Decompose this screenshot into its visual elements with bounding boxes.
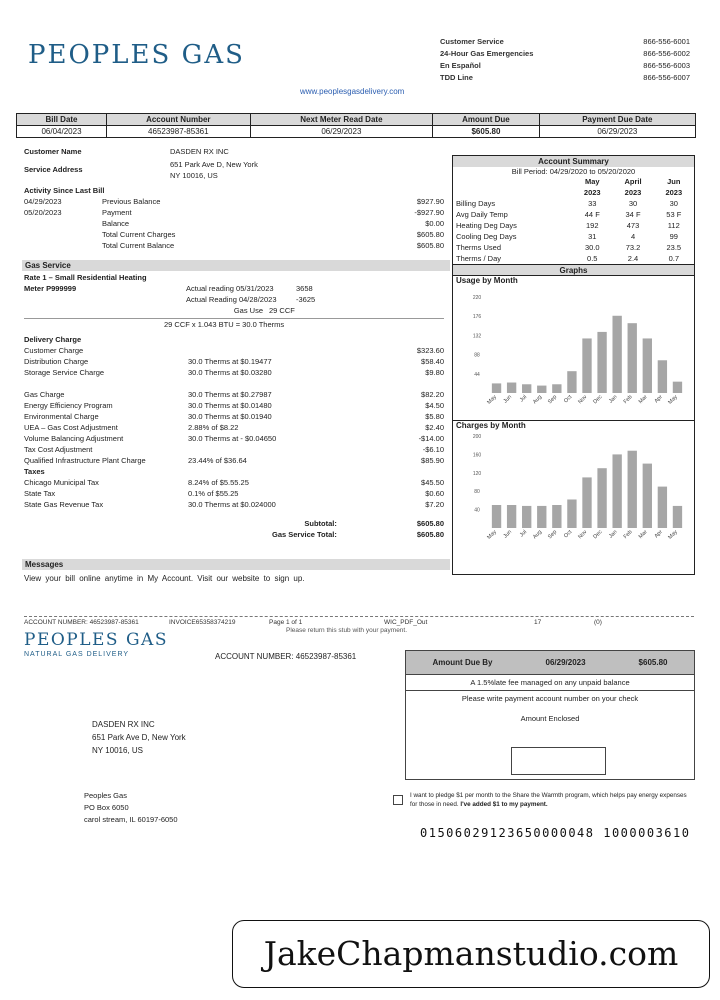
- x-tick-label: Jul: [518, 394, 529, 404]
- customer-name-label: Customer Name: [24, 147, 82, 156]
- write-account-note: Please write payment account number on your check: [461, 694, 639, 703]
- column-header: Next Meter Read Date: [250, 114, 433, 126]
- pledge-checkbox[interactable]: [393, 795, 403, 805]
- charge-desc: Distribution Charge: [24, 357, 89, 366]
- charge-amount: $9.80: [425, 368, 444, 377]
- mailing-name: DASDEN RX INC: [92, 720, 155, 729]
- tax-amount: $45.50: [421, 478, 444, 487]
- x-tick-label: Feb: [622, 394, 634, 406]
- y-tick-label: 160: [472, 452, 482, 459]
- reading-value: 3658: [296, 284, 313, 293]
- summary-value: 192: [586, 221, 599, 230]
- stub-zero: (0): [594, 619, 602, 626]
- bar: [492, 505, 501, 528]
- x-tick-label: Sep: [547, 394, 559, 406]
- charge-amount: $58.40: [421, 357, 444, 366]
- bar: [522, 384, 531, 393]
- bar: [597, 332, 606, 393]
- reading-label: Actual reading 05/31/2023: [186, 284, 274, 293]
- y-tick-label: 220: [472, 295, 482, 301]
- charge-amount: $82.20: [421, 390, 444, 399]
- activity-date: [24, 229, 102, 240]
- bar: [643, 464, 652, 528]
- contact-label: En Español: [440, 61, 481, 70]
- charge-amount: $85.90: [421, 456, 444, 465]
- charge-desc: UEA – Gas Cost Adjustment: [24, 423, 118, 432]
- therms-conversion: 29 CCF x 1.043 BTU = 30.0 Therms: [164, 320, 285, 329]
- bar: [658, 360, 667, 393]
- charge-calc: 23.44% of $36.64: [188, 456, 247, 465]
- stub-logo-subtitle: NATURAL GAS DELIVERY: [24, 651, 130, 658]
- messages-text: View your bill online anytime in My Account. Visit our website to sign up.: [24, 574, 305, 583]
- tax-calc: 0.1% of $55.25: [188, 489, 239, 498]
- bar: [507, 505, 516, 528]
- account-number: 46523987-85361: [107, 126, 251, 138]
- remit-address: [84, 790, 178, 826]
- bill-header-table: [16, 113, 696, 138]
- delivery-charge-title: Delivery Charge: [24, 335, 82, 344]
- year-header: 2023: [583, 188, 601, 197]
- tax-amount: $0.60: [425, 489, 444, 498]
- activity-section: [24, 185, 444, 251]
- usage-by-month-chart: [453, 285, 694, 418]
- amount-due-by-label: Amount Due By: [432, 658, 493, 667]
- tax-desc: Chicago Municipal Tax: [24, 478, 99, 487]
- charge-amount: $4.50: [425, 401, 444, 410]
- bar: [673, 506, 682, 528]
- bar: [612, 316, 621, 393]
- activity-desc: Balance: [102, 219, 130, 228]
- stub-amount-due: $605.80: [638, 658, 668, 667]
- tax-calc: 30.0 Therms at $0.024000: [188, 500, 276, 509]
- chart-title: Usage by Month: [456, 276, 518, 285]
- service-address-line1: 651 Park Ave D, New York: [170, 160, 258, 169]
- bar: [612, 454, 621, 528]
- charge-desc: Customer Charge: [24, 346, 84, 355]
- summary-value: 30: [669, 199, 678, 208]
- y-tick-label: 132: [472, 333, 482, 340]
- gas-service-total-label: Gas Service Total:: [271, 530, 337, 539]
- remit-address-line1: PO Box 6050: [84, 803, 129, 812]
- summary-label: Heating Deg Days: [456, 221, 517, 230]
- x-tick-label: Aug: [532, 529, 544, 541]
- payment-stub-box: [405, 650, 695, 780]
- bar: [552, 384, 561, 393]
- gas-service-title: Gas Service: [22, 260, 450, 271]
- return-note: Please return this stub with your payment.: [286, 627, 408, 634]
- charge-calc: [188, 345, 417, 356]
- charge-desc: Volume Balancing Adjustment: [24, 434, 124, 443]
- bar: [597, 468, 606, 528]
- tax-amount: $7.20: [425, 500, 444, 509]
- month-header: April: [624, 177, 642, 186]
- x-tick-label: Jun: [502, 394, 514, 405]
- column-header: Payment Due Date: [539, 114, 695, 126]
- bar: [628, 451, 637, 528]
- bar: [628, 323, 637, 393]
- month-header: Jun: [667, 177, 681, 186]
- activity-date: [24, 218, 102, 229]
- mailing-address-line2: NY 10016, US: [92, 746, 143, 755]
- stub-num: 17: [534, 619, 542, 626]
- charge-desc: Qualified Infrastructure Plant Charge: [24, 456, 146, 465]
- summary-value: 2.4: [627, 254, 639, 263]
- x-tick-label: Apr: [653, 394, 664, 405]
- next-meter-read-date: 06/29/2023: [250, 126, 433, 138]
- year-header: 2023: [665, 188, 683, 197]
- charge-amount: -$14.00: [418, 434, 444, 443]
- subtotal-value: $605.80: [416, 519, 444, 528]
- charge-desc: Gas Charge: [24, 390, 65, 399]
- x-tick-label: Dec: [592, 394, 604, 406]
- charge-amount: $5.80: [425, 412, 444, 421]
- gas-use-label: Gas Use: [233, 306, 263, 315]
- amount-due: $605.80: [433, 126, 540, 138]
- summary-label: Billing Days: [456, 199, 496, 208]
- summary-value: 33: [588, 199, 597, 208]
- tax-calc: 8.24% of $5.55.25: [188, 478, 249, 487]
- bar: [567, 371, 576, 393]
- account-summary-table: [453, 176, 694, 264]
- x-tick-label: Jan: [608, 394, 619, 405]
- stub-top-line: [24, 616, 694, 626]
- payment-barcode-number: 01506029123650000048 1000003610: [420, 826, 691, 840]
- x-tick-label: Jun: [502, 529, 514, 540]
- bar: [567, 499, 576, 528]
- contact-value: 866-556-6002: [643, 49, 690, 58]
- activity-amount: -$927.90: [414, 208, 444, 217]
- bar: [522, 506, 531, 528]
- subtotal-label: Subtotal:: [304, 519, 337, 528]
- activity-date: 04/29/2023: [24, 197, 62, 206]
- activity-amount: $605.80: [416, 230, 444, 239]
- x-tick-label: Sep: [547, 529, 559, 541]
- stub-page: Page 1 of 1: [269, 619, 303, 626]
- pledge-description: I want to pledge $1 per month to the Share the Warmth program, which helps pay energy expenses for those in need.: [410, 792, 687, 808]
- activity-amount: $927.90: [416, 197, 444, 206]
- summary-label: Therms / Day: [456, 254, 502, 263]
- charges-by-month-chart: [453, 430, 694, 550]
- remit-address-line2: carol stream, IL 60197-6050: [84, 815, 178, 824]
- bar: [582, 338, 591, 393]
- messages-title: Messages: [22, 559, 450, 570]
- payment-due-date: 06/29/2023: [539, 126, 695, 138]
- y-tick-label: 40: [474, 507, 480, 514]
- account-summary-title: Account Summary: [453, 156, 694, 167]
- charge-calc: 30.0 Therms at $0.19477: [188, 357, 272, 366]
- contact-list: [440, 36, 690, 84]
- x-tick-label: May: [667, 394, 679, 406]
- bar: [507, 383, 516, 393]
- y-tick-label: 80: [474, 489, 480, 496]
- tax-desc: State Gas Revenue Tax: [24, 500, 104, 509]
- mailing-address-line1: 651 Park Ave D, New York: [92, 733, 186, 742]
- bar: [552, 505, 561, 528]
- pledge-text: [410, 791, 692, 809]
- website-link[interactable]: www.peoplesgasdelivery.com: [300, 87, 405, 96]
- activity-desc: Previous Balance: [102, 197, 161, 206]
- peoples-gas-logo: PEOPLES GAS: [28, 40, 245, 70]
- reading-value: -3625: [296, 295, 316, 304]
- charge-amount: $2.40: [425, 423, 444, 432]
- month-header: May: [584, 177, 600, 186]
- contact-value: 866-556-6007: [643, 73, 690, 82]
- summary-label: Therms Used: [456, 243, 502, 252]
- late-fee-note: A 1.5%late fee managed on any unpaid balance: [406, 675, 694, 691]
- graphs-title: Graphs: [453, 264, 694, 276]
- column-header: Bill Date: [17, 114, 107, 126]
- tax-desc: State Tax: [24, 489, 56, 498]
- charge-calc: 30.0 Therms at $0.27987: [188, 390, 272, 399]
- x-tick-label: Mar: [637, 529, 649, 541]
- rate-label: Rate 1 – Small Residential Heating: [24, 273, 147, 282]
- stub-code: WIC_PDF_Out: [384, 619, 428, 626]
- summary-value: 34 F: [625, 210, 641, 219]
- x-tick-label: Feb: [622, 529, 634, 541]
- stub-invoice: INVOICE65358374219: [169, 619, 236, 626]
- activity-amount: $605.80: [416, 241, 444, 250]
- remit-name: Peoples Gas: [84, 791, 127, 800]
- charge-desc: Energy Efficiency Program: [24, 401, 113, 410]
- year-header: 2023: [624, 188, 642, 197]
- charge-amount: $323.60: [416, 346, 444, 355]
- charges-section: [24, 334, 444, 540]
- summary-value: 30: [628, 199, 638, 208]
- activity-date: [24, 240, 102, 251]
- service-address-line2: NY 10016, US: [170, 171, 218, 180]
- x-tick-label: May: [486, 529, 498, 541]
- y-tick-label: 120: [472, 470, 482, 477]
- x-tick-label: Oct: [563, 529, 574, 540]
- bar: [492, 383, 501, 393]
- summary-value: 30.0: [584, 243, 600, 252]
- bar: [673, 382, 682, 393]
- contact-label: Customer Service: [440, 37, 504, 46]
- activity-date: 05/20/2023: [24, 208, 62, 217]
- charge-desc: Storage Service Charge: [24, 368, 105, 377]
- x-tick-label: Jan: [608, 529, 619, 540]
- y-tick-label: 44: [474, 371, 480, 378]
- charge-desc: Tax Cost Adjustment: [24, 445, 93, 454]
- chart-title: Charges by Month: [456, 421, 526, 430]
- activity-amount: $0.00: [425, 219, 444, 228]
- gas-use-value: 29 CCF: [269, 306, 295, 315]
- bar: [582, 477, 591, 528]
- charge-amount: -$6.10: [422, 445, 444, 454]
- customer-mailing-address: [92, 718, 186, 757]
- x-tick-label: Nov: [577, 529, 589, 541]
- x-tick-label: Dec: [592, 529, 604, 541]
- activity-desc: Total Current Charges: [102, 230, 176, 239]
- customer-name: DASDEN RX INC: [170, 147, 229, 156]
- x-tick-label: May: [667, 529, 679, 541]
- x-tick-label: May: [486, 394, 498, 406]
- amount-enclosed-input[interactable]: [511, 747, 606, 775]
- meter-label: Meter P999999: [24, 284, 77, 293]
- reading-label: Actual Reading 04/28/2023: [186, 295, 277, 304]
- x-tick-label: Oct: [563, 394, 574, 405]
- y-tick-label: 176: [472, 314, 482, 321]
- x-tick-label: Mar: [637, 394, 649, 406]
- stub-account: ACCOUNT NUMBER: 46523987-85361: [24, 619, 139, 626]
- summary-value: 23.5: [666, 243, 682, 252]
- summary-value: 73.2: [625, 243, 641, 252]
- x-tick-label: Aug: [532, 394, 544, 406]
- pledge-confirmation: I've added $1 to my payment.: [460, 801, 548, 808]
- summary-value: 112: [667, 221, 680, 230]
- activity-desc: Total Current Balance: [102, 241, 175, 250]
- activity-title: Activity Since Last Bill: [24, 186, 105, 195]
- charge-desc: Environmental Charge: [24, 412, 99, 421]
- x-tick-label: Jul: [518, 529, 529, 539]
- summary-label: Avg Daily Temp: [456, 210, 508, 219]
- y-tick-label: 200: [472, 434, 482, 440]
- amount-enclosed-label: Amount Enclosed: [520, 714, 580, 723]
- gas-service-total-value: $605.80: [416, 530, 444, 539]
- bill-period: Bill Period: 04/29/2020 to 05/20/2020: [511, 167, 636, 176]
- summary-value: 473: [626, 221, 640, 230]
- x-tick-label: Apr: [653, 529, 664, 540]
- stub-logo: PEOPLES GAS: [24, 630, 168, 650]
- contact-label: TDD Line: [440, 73, 473, 82]
- charge-calc: 30.0 Therms at - $0.04650: [188, 434, 277, 443]
- bar: [643, 338, 652, 393]
- summary-label: Cooling Deg Days: [456, 232, 517, 241]
- service-address-label: Service Address: [24, 165, 83, 174]
- watermark: JakeChapmanstudio.com: [232, 920, 710, 988]
- charge-calc: 30.0 Therms at $0.01940: [188, 412, 272, 421]
- x-tick-label: Nov: [577, 394, 589, 406]
- gas-service-section: [24, 272, 444, 330]
- contact-value: 866-556-6003: [643, 61, 690, 70]
- bill-date: 06/04/2023: [17, 126, 107, 138]
- summary-value: 99: [669, 232, 678, 241]
- charge-calc: [188, 444, 423, 455]
- amount-due-by-date: 06/29/2023: [545, 658, 586, 667]
- column-header: Account Number: [107, 114, 251, 126]
- summary-value: 31: [588, 232, 597, 241]
- taxes-title: Taxes: [24, 467, 45, 476]
- summary-value: 4: [630, 232, 636, 241]
- account-summary-panel: [452, 155, 695, 575]
- column-header: Amount Due: [433, 114, 540, 126]
- summary-value: 0.5: [587, 254, 598, 263]
- bar: [537, 386, 546, 393]
- bar: [658, 487, 667, 528]
- charge-calc: 2.88% of $8.22: [188, 423, 239, 432]
- contact-label: 24-Hour Gas Emergencies: [440, 49, 534, 58]
- charge-calc: 30.0 Therms at $0.01480: [188, 401, 272, 410]
- summary-value: 44 F: [584, 210, 600, 219]
- summary-value: 0.7: [668, 254, 679, 263]
- stub-account-number: ACCOUNT NUMBER: 46523987-85361: [215, 652, 357, 661]
- charge-calc: 30.0 Therms at $0.03280: [188, 368, 272, 377]
- y-tick-label: 88: [474, 352, 480, 359]
- customer-info: [24, 146, 444, 181]
- activity-desc: Payment: [102, 208, 132, 217]
- contact-value: 866-556-6001: [643, 37, 690, 46]
- bar: [537, 506, 546, 528]
- summary-value: 53 F: [666, 210, 682, 219]
